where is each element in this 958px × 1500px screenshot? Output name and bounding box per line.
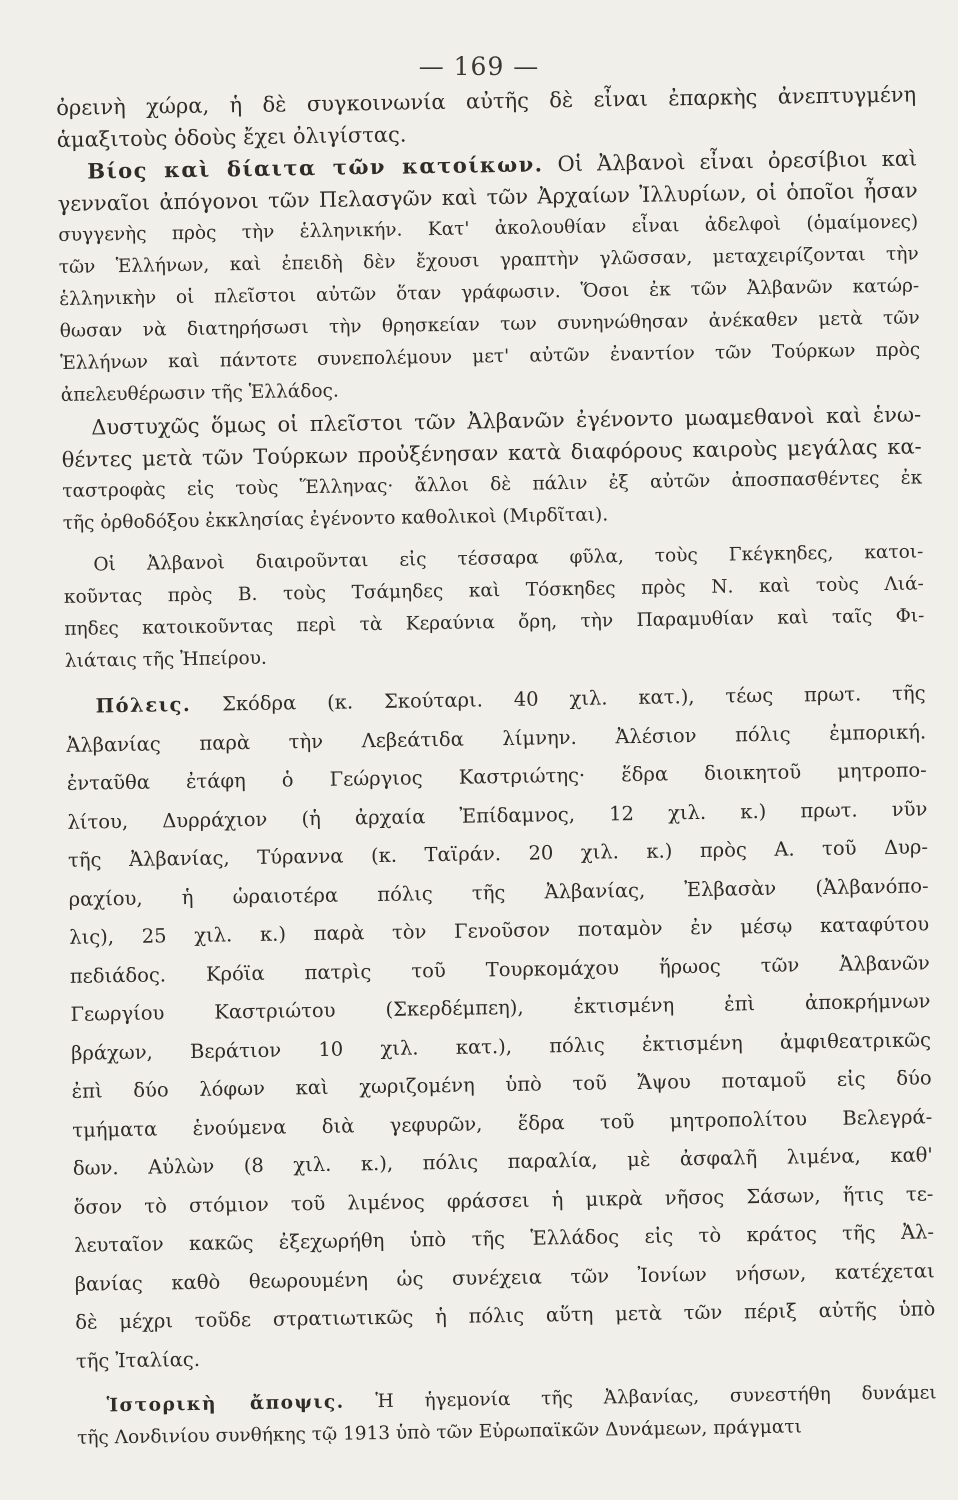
paragraph-tribes — [63, 526, 925, 677]
text-line: τῆς Ἀλβανίας, Τύραννα (κ. Ταϊράν. 20 χιλ. κ.) πρὸς Α. τοῦ Δυρ- — [67, 835, 929, 872]
text-line: Ἡ ἡγεμονία τῆς Ἀλβανίας, συνεστήθη δυνάμει — [375, 1382, 937, 1413]
text-line: ὀρεινὴ χώρα, ἡ δὲ συγκοινωνία αὐτῆς δὲ εἶναι ἐπαρκὴς ἀνεπτυγμένη — [56, 82, 917, 120]
text-line: τμήματα ἑνούμενα διὰ γεφυρῶν, ἕδρα τοῦ μητροπολίτου Βελεγρά- — [72, 1104, 933, 1142]
paragraph-history — [76, 1367, 937, 1454]
paragraph-conversion — [61, 398, 923, 539]
text-line: ὅσον τὸ στόμιον τοῦ λιμένος φράσσει ἡ μικρὰ νῆσος Σάσων, ἥτις τε- — [73, 1181, 934, 1219]
text-line: λευταῖον κακῶς ἐξεχωρήθη ὑπὸ τῆς Ἑλλάδος εἰς τὸ κράτος τῆς Ἀλ- — [73, 1220, 935, 1257]
text-line: τῶν Ἑλλήνων, καὶ ἐπειδὴ δὲν ἔχουσι γραπτὴν γλῶσσαν, μεταχειρίζονται τὴν — [58, 243, 919, 278]
text-line: λις), 25 χιλ. κ.) παρὰ τὸν Γενοῦσον ποταμὸν ἐν μέσῳ καταφύτου — [69, 912, 930, 949]
text-line: δων. Αὐλὼν (8 χιλ. κ.), πόλις παραλία, μὲ ἀσφαλῆ λιμένα, καθ' — [72, 1143, 933, 1180]
text-line: Δυστυχῶς ὅμως οἱ πλεῖστοι τῶν Ἀλβανῶν ἐγένοντο μωαμεθανοὶ καὶ ἑνω- — [91, 402, 922, 440]
text-line: ἐπὶ δύο λόφων καὶ χωριζομένη ὑπὸ τοῦ Ἄψου ποταμοῦ εἰς δύο — [71, 1066, 932, 1103]
text-line: Ἑλλήνων καὶ πάντοτε συνεπολέμουν μετ' αὐτῶν ἐναντίον τῶν Τούρκων πρὸς — [60, 339, 921, 374]
text-line: ταστροφὰς εἰς τοὺς Ἕλληνας· ἄλλοι δὲ πάλιν ἐξ αὐτῶν ἀποσπασθέντες ἐκ — [62, 467, 923, 502]
text-line: πεδιάδος. Κρόϊα πατρὶς τοῦ Τουρκομάχου ἥρωος τῶν Ἀλβανῶν — [69, 950, 930, 988]
text-line: ἁμαξιτοὺς ὁδοὺς ἔχει ὀλιγίστας. — [56, 122, 407, 152]
text-line: βανίας καθὸ θεωρουμένη ὡς συνέχεια τῶν Ἰονίων νήσων, κατέχεται — [74, 1258, 935, 1296]
text-line: Σκόδρα (κ. Σκούταρι. 40 χιλ. κατ.), τέως πρωτ. τῆς — [221, 681, 926, 716]
text-line: Οἱ Ἀλβανοὶ διαιροῦνται εἰς τέσσαρα φῦλα, τοὺς Γκέγκηδες, κατοι- — [93, 541, 924, 576]
paragraph-cities — [65, 664, 936, 1380]
text-line: βράχων, Βεράτιον 10 χιλ. κατ.), πόλις ἐκτισμένη ἀμφιθεατρικῶς — [70, 1027, 932, 1065]
text-line: τῆς ὀρθοδόξου ἐκκλησίας ἐγένοντο καθολικοὶ (Μιρδῖται). — [62, 504, 609, 534]
section-heading-history: Ἱστορικὴ ἄποψις. — [106, 1391, 345, 1417]
section-heading-cities: Πόλεις. — [95, 692, 192, 718]
text-line: κοῦντας πρὸς Β. τοὺς Τσάμηδες καὶ Τόσκηδες πρὸς Ν. καὶ τοὺς Λιά- — [63, 573, 924, 608]
paragraph-life-and-customs — [57, 142, 921, 411]
text-line: Οἱ Ἀλβανοὶ εἶναι ὀρεσίβιοι καὶ — [557, 146, 918, 177]
section-heading-life: Βίος καὶ δίαιτα τῶν κατοίκων. — [87, 151, 544, 184]
text-line: πηδες κατοικοῦντας περὶ τὰ Κεραύνια ὄρη, τὴν Παραμυθίαν καὶ ταῖς Φι- — [64, 605, 925, 640]
text-line: δὲ μέχρι τοῦδε στρατιωτικῶς ἡ πόλις αὕτη μετὰ τῶν πέριξ αὐτῆς ὑπὸ — [75, 1297, 936, 1334]
text-line: ἐνταῦθα ἐτάφη ὁ Γεώργιος Καστριώτης· ἕδρα διοικητοῦ μητροπο- — [66, 758, 927, 795]
text-line: θωσαν νὰ διατηρήσωσι τὴν θρησκείαν των συνηνώθησαν ἀνέκαθεν μετὰ τῶν — [59, 307, 920, 342]
text-line: ἀπελευθέρωσιν τῆς Ἑλλάδος. — [60, 380, 339, 406]
text-line: Ἀλβανίας παρὰ τὴν Λεβεάτιδα λίμνην. Ἀλέσιον πόλις ἐμπορική. — [66, 719, 927, 757]
text-line: τῆς Λονδινίου συνθήκης τῷ 1913 ὑπὸ τῶν Εὐρωπαϊκῶν Δυνάμεων, πράγματι — [76, 1416, 802, 1449]
text-line: ἑλληνικὴν οἱ πλεῖστοι αὐτῶν ὅταν γράφωσιν. Ὅσοι ἐκ τῶν Ἀλβανῶν κατώρ- — [59, 275, 920, 310]
text-line: Γεωργίου Καστριώτου (Σκερδέμπεη), ἐκτισμένη ἐπὶ ἀποκρήμνων — [70, 989, 931, 1026]
text-line: γενναῖοι ἀπόγονοι τῶν Πελασγῶν καὶ τῶν Ἀρχαίων Ἰλλυρίων, οἱ ὁποῖοι ἦσαν — [57, 178, 918, 216]
text-line: συγγενὴς πρὸς τὴν ἑλληνικήν. Κατ' ἀκολουθίαν εἶναι ἀδελφοὶ (ὁμαίμονες) — [58, 211, 919, 246]
text-line: θέντες μετὰ τῶν Τούρκων προὐξένησαν κατὰ διαφόρους καιροὺς μεγάλας κα- — [61, 434, 922, 472]
text-line: τῆς Ἰταλίας. — [75, 1347, 201, 1373]
text-line: ραχίου, ἡ ὡραιοτέρα πόλις τῆς Ἀλβανίας, Ἐλβασὰν (Ἀλβανόπο- — [68, 873, 929, 911]
page-number: — 169 — — [418, 52, 540, 81]
text-line: λίτου, Δυρράχιον (ἡ ἀρχαία Ἐπίδαμνος, 12 χιλ. κ.) πρωτ. νῦν — [67, 796, 928, 834]
page-body — [56, 78, 937, 1454]
text-line: λιάταις τῆς Ἠπείρου. — [64, 647, 267, 672]
